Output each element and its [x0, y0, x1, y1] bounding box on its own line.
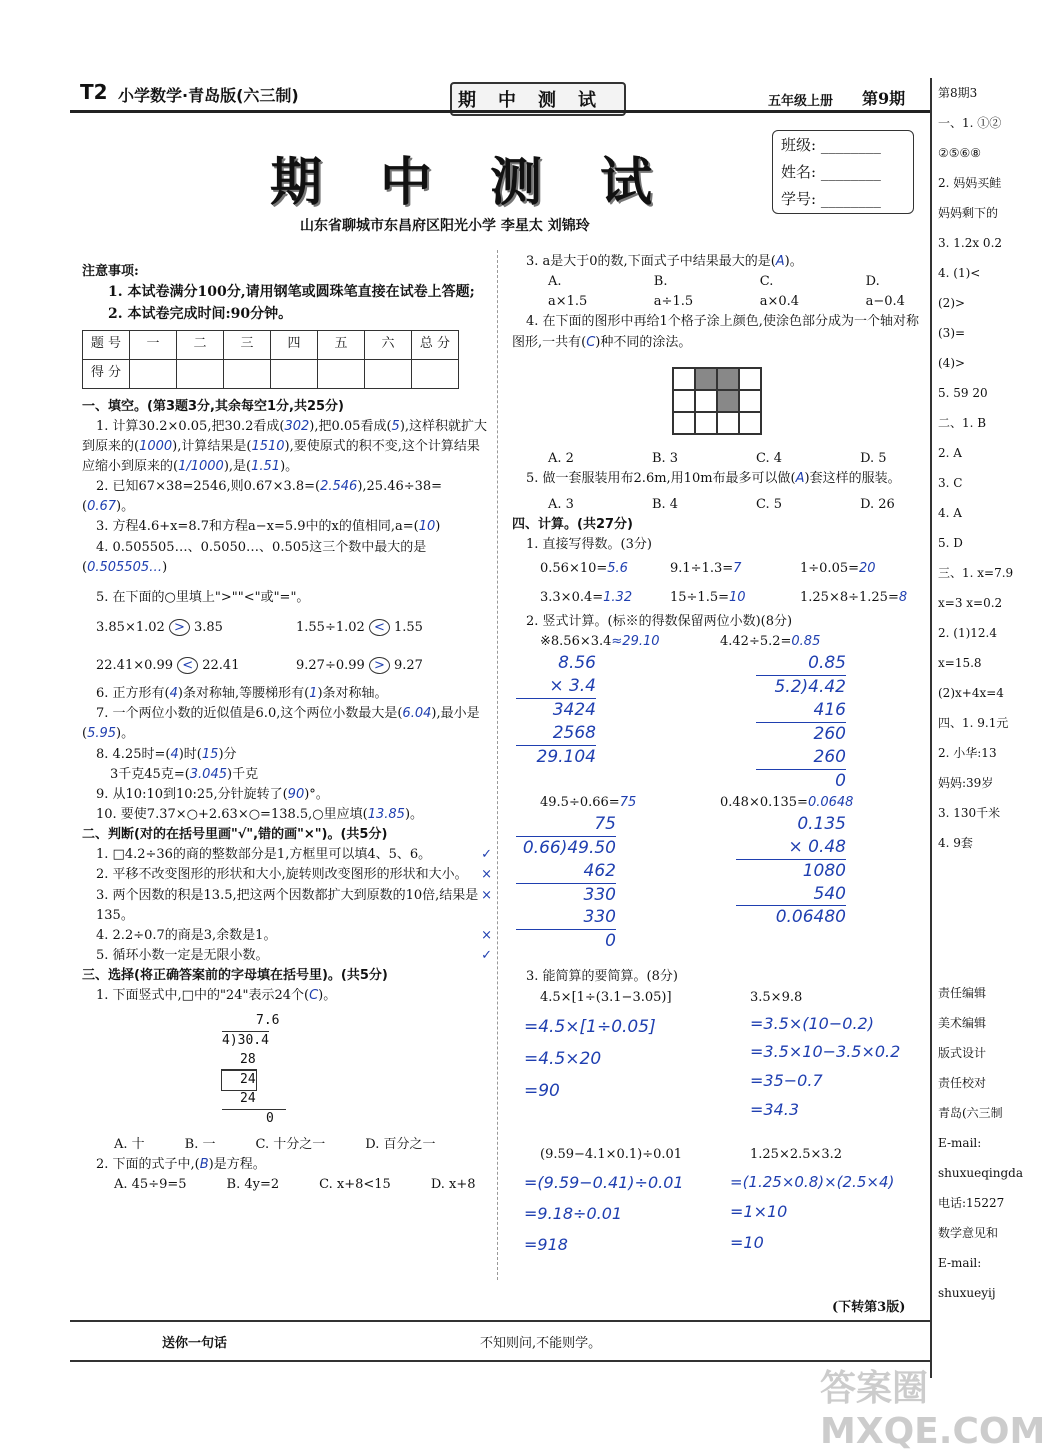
section-1-title: 一、填空。(第3题3分,其余每空1分,共25分) [82, 398, 344, 414]
compare-item: 22.41×0.99 < 22.41 [96, 658, 240, 674]
score-cell[interactable] [224, 359, 271, 388]
work-multiply-1: 8.56 × 3.4 3424 2568 29.104 [516, 652, 596, 793]
s1-q8: 8. 4.25时=(4)时(15)分 [96, 746, 237, 762]
s3-q3: 3. a是大于0的数,下面式子中结果最大的是(A)。 [526, 254, 803, 269]
header-banner: 期中测试 [450, 82, 626, 116]
grid-cell [695, 390, 717, 412]
grid-cell [673, 390, 695, 412]
s1-q7: 7. 一个两位小数的近似值是6.0,这个两位小数最大是(6.04),最小是(5.95)。 [82, 706, 480, 742]
answer: B [199, 1156, 209, 1172]
s1-q6: 6. 正方形有(4)条对称轴,等腰梯形有(1)条对称轴。 [96, 686, 388, 702]
sidebar-line: x=15.8 [938, 656, 982, 670]
judge-answer: × [481, 887, 492, 903]
s1-q2: 2. 已知67×38=2546,则0.67×3.8=(2.546),25.46÷38=(0.67)。 [82, 479, 443, 515]
s1-q9: 9. 从10:10到10:25,分针旋转了(90)°。 [96, 786, 329, 802]
table-cell: 总 分 [412, 330, 459, 359]
sidebar-line: 责任校对 [938, 1076, 987, 1090]
direct-item: 1.25×8÷1.25=8 [800, 589, 908, 605]
header-series: 小学数学·青岛版(六三制) [118, 86, 299, 105]
answer: 1.51 [251, 458, 281, 474]
sidebar-line: 3. 1.2x 0.2 [938, 236, 1003, 250]
watermark: 答案圈 MXQE.COM [820, 1368, 1045, 1452]
score-table-header-row [83, 330, 459, 359]
sidebar-line: 5. 59 20 [938, 386, 988, 400]
table-cell: 得 分 [83, 359, 130, 388]
sidebar-line: (4)> [938, 356, 966, 370]
footer-bar [70, 1320, 930, 1362]
grid-cell-shaded [717, 390, 739, 412]
table-cell: 六 [365, 330, 412, 359]
sidebar-line: 第8期3 [938, 86, 978, 100]
sidebar-line: 青岛(六三制 [938, 1106, 1003, 1120]
answer-sidebar [930, 78, 1023, 1378]
s4-q3: 3. 能简算的要简算。(8分) [526, 969, 678, 985]
vertical-calc-row-2 [512, 793, 922, 813]
note-2: 2. 本试卷完成时间:90分钟。 [108, 305, 293, 322]
direct-item: 9.1÷1.3=7 [670, 561, 742, 577]
judge-item: 1. □4.2÷36的商的整数部分是1,方框里可以填4、5、6。 ✓ [82, 845, 492, 865]
sidebar-line: 四、1. 9.1元 [938, 716, 1009, 730]
answer: 15 [201, 746, 219, 762]
answer: 0.67 [87, 499, 117, 515]
answer: 5.95 [87, 726, 117, 742]
work-divide-2: 75 0.66)49.50 462 330 330 0 [516, 813, 616, 954]
notes-heading: 注意事项: [82, 264, 139, 279]
direct-item: 1÷0.05=20 [800, 561, 876, 577]
compare-grid [96, 618, 492, 676]
sidebar-line: 一、1. ①② [938, 116, 1002, 130]
grid-cell [695, 412, 717, 434]
direct-item: 0.56×10=5.6 [540, 561, 628, 577]
s3-q5-options: A. 3 B. 4 C. 5 D. 26 [548, 496, 895, 512]
s4-q1: 1. 直接写得数。(3分) [526, 537, 652, 553]
work-multiply-2: 0.135 × 0.48 1080 540 0.06480 [736, 813, 846, 954]
answer: A [795, 470, 805, 486]
answer: C [586, 334, 596, 350]
simplify-item: (9.59−4.1×0.1)÷0.01 =(9.59−0.41)÷0.01 =9.18÷0.01 =918 [524, 1146, 684, 1254]
sidebar-line: 4. (1)< [938, 266, 981, 280]
footer-label: 送你一句话 [162, 1336, 228, 1351]
simplify-item: 1.25×2.5×3.2 =(1.25×0.8)×(2.5×4) =1×10 =10 [730, 1146, 895, 1253]
table-cell: 三 [224, 330, 271, 359]
s3-q3-options: A. a×1.5 B. a÷1.5 C. a×0.4 D. a−0.4 [548, 274, 905, 310]
answer: 10 [418, 519, 436, 535]
section-4-title: 四、计算。(共27分) [512, 517, 633, 533]
simplify-item: 4.5×[1÷(3.1−3.05)] =4.5×[1÷0.05] =4.5×20 =90 [524, 989, 672, 1102]
s3-q2-options: A. 45÷9=5 B. 4y=2 C. x+8<15 D. x+8 [114, 1176, 476, 1192]
grid-cell [739, 390, 761, 412]
grid-cell [673, 412, 695, 434]
sidebar-line: 电话:15227 [938, 1196, 1005, 1210]
header-issue: 第9期 [862, 89, 906, 108]
student-id-field[interactable]: 学号: ________ [781, 190, 881, 208]
sidebar-line: 5. D [938, 536, 963, 550]
grid-cell [673, 368, 695, 390]
sidebar-line: 2. 小华:13 [938, 746, 997, 760]
sidebar-line: 二、1. B [938, 416, 987, 430]
sidebar-line: 数学意见和 [938, 1226, 999, 1240]
sidebar-line: 2. 妈妈买鲑 [938, 176, 1002, 190]
s1-q5: 5. 在下面的○里填上">""<"或"="。 [96, 589, 310, 605]
grid-cell [717, 412, 739, 434]
s3-q2: 2. 下面的式子中,(B)是方程。 [96, 1156, 266, 1172]
s1-q1: 1. 计算30.2×0.05,把30.2看成(302),把0.05看成(5),这样积就扩大到原来的(1000),计算结果是(1510),要使原式的积不变,这个计算结果应缩小到原来的(1/1000),是(1.51)。 [82, 418, 488, 474]
sidebar-line: 三、1. x=7.9 [938, 566, 1014, 580]
judge-answer: ✓ [481, 948, 492, 964]
judge-answer: × [481, 927, 492, 943]
compare-answer: < [177, 657, 198, 674]
answer: C [309, 988, 319, 1004]
vertical-calc-item: 0.48×0.135=0.0648 [720, 794, 854, 810]
judge-answer: × [481, 867, 492, 883]
answer: 302 [284, 418, 310, 434]
authors-line: 山东省聊城市东昌府区阳光小学 李星太 刘锦玲 [300, 218, 590, 234]
name-field[interactable]: 姓名: ________ [781, 163, 881, 181]
answer: 4 [170, 746, 179, 762]
work-area-2 [512, 813, 922, 954]
compare-answer: < [369, 619, 390, 636]
table-cell: 一 [130, 330, 177, 359]
simplify-item: 3.5×9.8 =3.5×(10−0.2) =3.5×10−3.5×0.2 =35−0.7 =34.3 [750, 989, 901, 1120]
sidebar-line: 3. C [938, 476, 963, 490]
sidebar-line: 2. A [938, 446, 962, 460]
coloring-grid [672, 367, 762, 435]
table-cell: 题 号 [83, 330, 130, 359]
direct-item: 15÷1.5=10 [670, 589, 746, 605]
note-1: 1. 本试卷满分100分,请用钢笔或圆珠笔直接在试卷上答题; [108, 284, 475, 301]
judge-item: 4. 2.2÷0.7的商是3,余数是1。 × [82, 926, 492, 946]
sidebar-line: 妈妈剩下的 [938, 206, 999, 220]
compare-item: 3.85×1.02 > 3.85 [96, 619, 223, 635]
sidebar-line: E-mail: [938, 1136, 982, 1150]
header-rule [70, 110, 930, 113]
sidebar-line: shuxueqingda [938, 1166, 1023, 1180]
direct-calc-grid [512, 559, 922, 607]
sidebar-line [938, 888, 1002, 918]
continue-note: (下转第3版) [832, 1300, 906, 1315]
compare-item: 9.27÷0.99 > 9.27 [296, 658, 423, 674]
judge-item: 3. 两个因数的积是13.5,把这两个因数都扩大到原数的10倍,结果是135。 × [82, 886, 492, 926]
answer: 2.546 [320, 479, 358, 495]
answer: 1000 [139, 438, 173, 454]
header-code: T2 [80, 80, 108, 104]
judge-item: 5. 循环小数一定是无限小数。 ✓ [82, 946, 492, 966]
sidebar-line: shuxueyij [938, 1286, 996, 1300]
answer: 4 [169, 686, 178, 702]
judge-answer: ✓ [481, 847, 492, 863]
sidebar-line: 2. (1)12.4 [938, 626, 997, 640]
s1-q8b: 3千克45克=(3.045)千克 [110, 766, 259, 782]
sidebar-lines [932, 78, 1023, 1308]
answer: 6.04 [402, 706, 432, 722]
table-cell: 四 [271, 330, 318, 359]
answer: 1/1000 [178, 458, 224, 474]
vertical-calc-row-1 [512, 632, 922, 652]
s3-q5: 5. 做一套服装用布2.6m,用10m布最多可以做(A)套这样的服装。 [526, 470, 901, 486]
grid-cell [739, 368, 761, 390]
sidebar-line: (2)> [938, 296, 966, 310]
vertical-calc-item: ※8.56×3.4≈29.10 [540, 633, 660, 649]
direct-item: 3.3×0.4=1.32 [540, 589, 633, 605]
score-cell[interactable] [130, 359, 177, 388]
footer-quote: 不知则问,不能则学。 [480, 1336, 602, 1351]
section-2-title: 二、判断(对的在括号里画"√",错的画"×")。(共5分) [82, 827, 388, 843]
s1-q4: 4. 0.505505…、0.5050…、0.505这三个数中最大的是(0.505505…) [82, 539, 427, 575]
score-cell[interactable] [271, 359, 318, 388]
left-column [82, 262, 492, 1195]
sidebar-line: 美术编辑 [938, 1016, 987, 1030]
sidebar-line: 妈妈:39岁 [938, 776, 994, 790]
s3-q4-options: A. 2 B. 3 C. 4 D. 5 [548, 450, 887, 466]
sidebar-line: ②⑤⑥⑧ [938, 146, 982, 160]
page-title: 期中测试 [270, 153, 711, 213]
simplify-row-2 [512, 1145, 922, 1258]
right-column [512, 252, 922, 1257]
header-grade: 五年级上册 [768, 94, 834, 109]
score-table [82, 330, 459, 389]
section-3-title: 三、选择(将正确答案前的字母填在括号里)。(共5分) [82, 968, 388, 984]
grid-cell-shaded [717, 368, 739, 390]
score-cell[interactable] [318, 359, 365, 388]
column-divider [497, 250, 498, 1280]
sidebar-line: 版式设计 [938, 1046, 987, 1060]
sidebar-line: 3. 130千米 [938, 806, 1001, 820]
vertical-calc-item: 4.42÷5.2=0.85 [720, 633, 821, 649]
answer: 5 [391, 418, 400, 434]
grid-cell-shaded [695, 368, 717, 390]
score-cell[interactable] [365, 359, 412, 388]
work-area-1 [512, 652, 922, 793]
compare-answer: > [369, 657, 390, 674]
work-divide-1: 0.85 5.2)4.42 416 260 260 0 [756, 652, 846, 793]
s4-q2: 2. 竖式计算。(标※的得数保留两位小数)(8分) [526, 613, 793, 629]
vertical-calc-item: 49.5÷0.66=75 [540, 794, 637, 810]
long-division: 7.6 4)30.4 28 24 24 0 [222, 1012, 492, 1128]
table-cell: 二 [177, 330, 224, 359]
sidebar-line: (2)x+4x=4 [938, 686, 1004, 700]
sidebar-line: 4. 9套 [938, 836, 973, 850]
table-cell: 五 [318, 330, 365, 359]
sidebar-line: 4. A [938, 506, 962, 520]
score-cell[interactable] [412, 359, 459, 388]
class-field[interactable]: 班级: ________ [781, 136, 881, 154]
sidebar-line: (3)= [938, 326, 966, 340]
s3-q4: 4. 在下面的图形中再给1个格子涂上颜色,使涂色部分成为一个轴对称图形,一共有(C)种不同的涂法。 [512, 314, 919, 350]
answer: 3.045 [189, 766, 227, 782]
grid-cell [739, 412, 761, 434]
sidebar-line: 责任编辑 [938, 986, 987, 1000]
sidebar-line [938, 948, 1002, 978]
answer: 90 [287, 786, 305, 802]
student-info-box [772, 130, 914, 214]
s1-q10: 10. 要使7.37×○+2.63×○=138.5,○里应填(13.85)。 [96, 807, 424, 823]
answer: A [775, 254, 785, 269]
answer: 0.505505… [87, 559, 163, 575]
sidebar-line [938, 918, 1002, 948]
sidebar-line: x=3 x=0.2 [938, 596, 1003, 610]
compare-item: 1.55÷1.02 < 1.55 [296, 619, 423, 635]
s3-q1: 1. 下面竖式中,□中的"24"表示24个(C)。 [96, 988, 337, 1004]
simplify-row-1 [512, 988, 922, 1123]
s3-q1-options: A. 十 B. 一 C. 十分之一 D. 百分之一 [114, 1136, 436, 1152]
sidebar-line [938, 858, 1002, 888]
score-table-score-row [83, 359, 459, 388]
judge-item: 2. 平移不改变图形的形状和大小,旋转则改变图形的形状和大小。 × [82, 865, 492, 885]
answer: 1510 [251, 438, 285, 454]
s1-q3: 3. 方程4.6+x=8.7和方程a−x=5.9中的x的值相同,a=(10) [96, 519, 441, 535]
sidebar-line: E-mail: [938, 1256, 982, 1270]
answer: 13.85 [367, 807, 405, 823]
answer: 1 [309, 686, 318, 702]
score-cell[interactable] [177, 359, 224, 388]
compare-answer: > [169, 619, 190, 636]
